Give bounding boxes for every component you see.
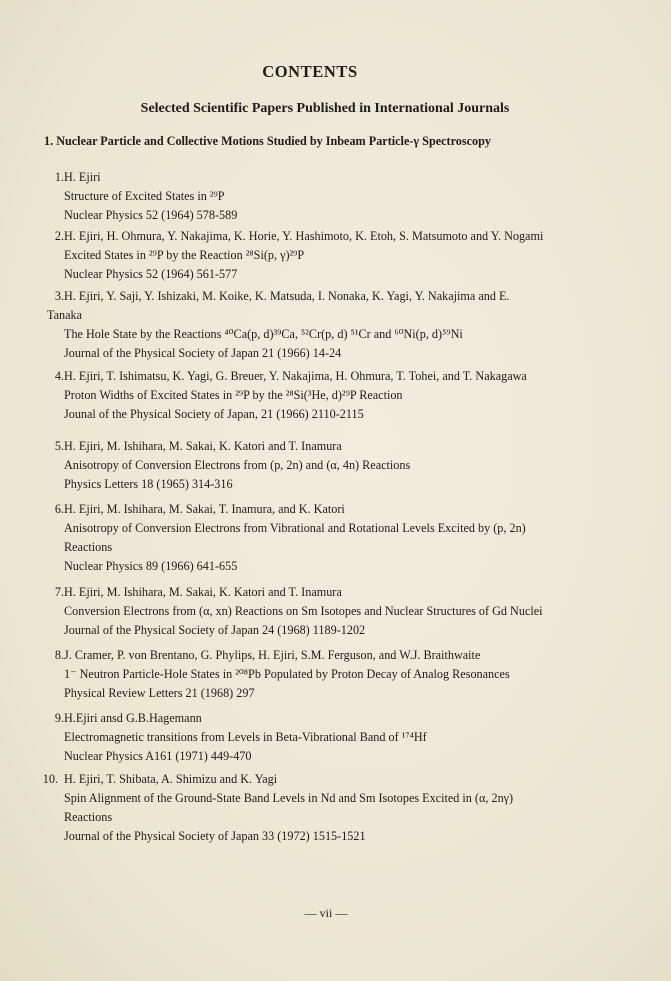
entry-title: Structure of Excited States in ²⁹P — [64, 189, 225, 203]
entry-reference: Journal of the Physical Society of Japan 21 (1966) 14-24 — [64, 346, 342, 360]
entry-reference: Nuclear Physics 89 (1966) 641-655 — [64, 559, 238, 573]
entry-authors: H. Ejiri — [64, 170, 101, 184]
entry-number: 1. — [54, 170, 64, 184]
entry-title: Anisotropy of Conversion Electrons from (p, 2n) and (α, 4n) Reactions — [64, 458, 411, 472]
list-item — [47, 583, 607, 640]
entry-title-continued: Reactions — [64, 810, 113, 824]
list-item — [47, 287, 607, 363]
entry-authors: H. Ejiri, M. Ishihara, M. Sakai, T. Inamura, and K. Katori — [64, 502, 345, 516]
list-item — [47, 709, 607, 766]
page-title: CONTENTS — [262, 62, 358, 81]
entry-reference: Journal of the Physical Society of Japan 24 (1968) 1189-1202 — [64, 623, 366, 637]
entry-authors: H.Ejiri ansd G.B.Hagemann — [64, 711, 202, 725]
page-subtitle: Selected Scientific Papers Published in International Journals — [140, 101, 510, 116]
entry-number: 9. — [54, 711, 64, 725]
entry-authors: H. Ejiri, H. Ohmura, Y. Nakajima, K. Horie, Y. Hashimoto, K. Etoh, S. Matsumoto and Y. Nogami — [64, 229, 544, 243]
entry-reference: Nuclear Physics 52 (1964) 561-577 — [64, 267, 238, 281]
entry-number: 10. — [42, 772, 58, 786]
entry-title: Conversion Electrons from (α, xn) Reactions on Sm Isotopes and Nuclear Structures of Gd Nuclei — [64, 604, 543, 618]
entry-number: 5. — [54, 439, 64, 453]
entry-authors: H. Ejiri, M. Ishihara, M. Sakai, K. Katori and T. Inamura — [64, 439, 342, 453]
entry-authors: H. Ejiri, T. Ishimatsu, K. Yagi, G. Breuer, Y. Nakajima, H. Ohmura, T. Tohei, and T. Nakagawa — [64, 369, 527, 383]
entry-title: Anisotropy of Conversion Electrons from Vibrational and Rotational Levels Excited by (p, 2n) — [64, 521, 526, 535]
entry-authors: H. Ejiri, M. Ishihara, M. Sakai, K. Katori and T. Inamura — [64, 585, 342, 599]
entry-reference: Nuclear Physics 52 (1964) 578-589 — [64, 208, 238, 222]
entry-authors: H. Ejiri, Y. Saji, Y. Ishizaki, M. Koike, K. Matsuda, I. Nonaka, K. Yagi, Y. Nakajima and E. — [64, 289, 510, 303]
list-item — [47, 227, 607, 284]
list-item — [47, 500, 607, 576]
entry-number: 2. — [54, 229, 64, 243]
entry-reference: Physics Letters 18 (1965) 314-316 — [64, 477, 233, 491]
entry-number: 4. — [54, 369, 64, 383]
entry-reference: Physical Review Letters 21 (1968) 297 — [64, 686, 255, 700]
entry-title: Electromagnetic transitions from Levels in Beta-Vibrational Band of ¹⁷⁴Hf — [64, 730, 427, 744]
list-item — [47, 367, 607, 424]
section-heading: 1. Nuclear Particle and Collective Motions Studied by Inbeam Particle-γ Spectroscopy — [44, 134, 491, 148]
entry-title: Excited States in ²⁹P by the Reaction ²⁸Si(p, γ)²⁹P — [64, 248, 305, 262]
entry-number: 3. — [54, 289, 64, 303]
entry-title-continued: Reactions — [64, 540, 113, 554]
page-number: — vii — — [304, 906, 348, 920]
entry-title: The Hole State by the Reactions ⁴⁰Ca(p, d)³⁹Ca, ⁵²Cr(p, d) ⁵¹Cr and ⁶⁰Ni(p, d)⁵⁹Ni — [64, 327, 463, 341]
list-item — [47, 437, 607, 494]
entry-authors-continued: Tanaka — [47, 308, 83, 322]
entry-title: 1⁻ Neutron Particle-Hole States in ²⁰⁸Pb Populated by Proton Decay of Analog Resonances — [64, 667, 510, 681]
entry-reference: Nuclear Physics A161 (1971) 449-470 — [64, 749, 252, 763]
entry-reference: Journal of the Physical Society of Japan 33 (1972) 1515-1521 — [64, 829, 366, 843]
entry-authors: H. Ejiri, T. Shibata, A. Shimizu and K. Yagi — [64, 772, 278, 786]
entry-number: 6. — [54, 502, 64, 516]
entry-title: Proton Widths of Excited States in ²⁹P by the ²⁸Si(³He, d)²⁹P Reaction — [64, 388, 403, 402]
entry-number: 8. — [54, 648, 64, 662]
list-item — [47, 646, 607, 703]
entry-number: 7. — [54, 585, 64, 599]
entry-title: Spin Alignment of the Ground-State Band Levels in Nd and Sm Isotopes Excited in (α, 2nγ) — [64, 791, 514, 805]
list-item — [47, 168, 607, 225]
entry-authors: J. Cramer, P. von Brentano, G. Phylips, H. Ejiri, S.M. Ferguson, and W.J. Braithwaite — [64, 648, 481, 662]
list-item — [42, 770, 607, 846]
entry-reference: Jounal of the Physical Society of Japan, 21 (1966) 2110-2115 — [64, 407, 364, 421]
